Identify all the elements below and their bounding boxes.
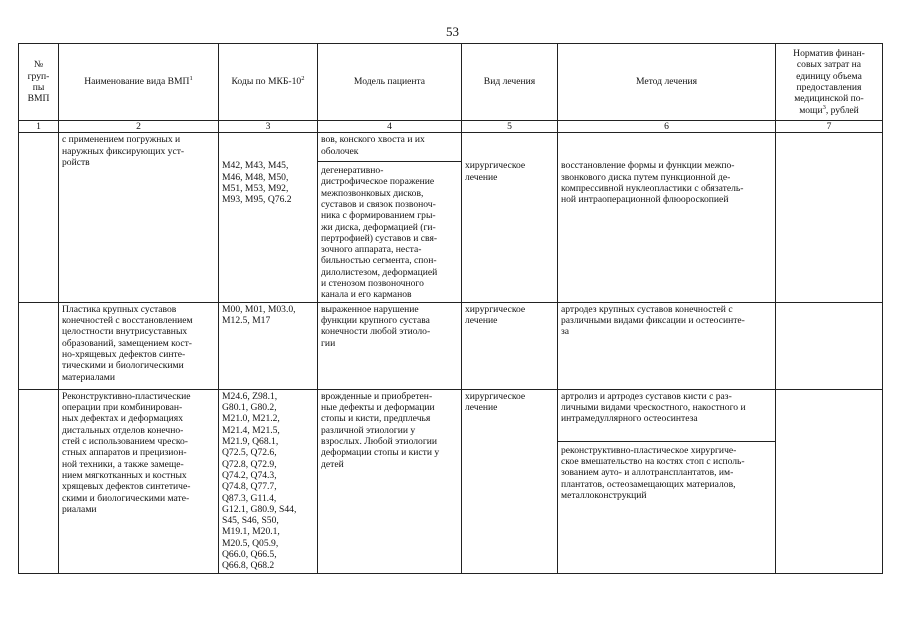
column-number: 3 [219, 121, 318, 133]
column-number-row [19, 121, 883, 133]
vmp-name-cell: Реконструктивно-пластические операции при комбинирован- ных дефектах и деформациях дистальных отделов конечно- стей с использованием чреско- стных аппаратов и прецизион- ной техники, а также замеще- нием мягкотканных и костных хрящевых дефектов синтетиче- скими и биологическими мате- риалами [59, 389, 219, 573]
treatment-type-cell: хирургическое лечение [462, 302, 558, 389]
group-no-cell [19, 389, 59, 573]
icd-codes-cell: M24.6, Z98.1, G80.1, G80.2, M21.0, M21.2, M21.4, M21.5, M21.9, Q68.1, Q72.5, Q72.6, Q72.8, Q72.9, Q74.2, Q74.3, Q74.8, Q77.7, Q87.3, G11.4, G12.1, G80.9, S44, S45, S46, S50, M19.1, M20.1, M20.5, Q05.9, Q66.0, Q66.5, Q66.8, Q68.2 [219, 389, 318, 573]
patient-model-cell: врожденные и приобретен- ные дефекты и деформации стопы и кисти, предплечья различной этиологии у взрослых. Любой этиологии деформации стопы и кисти у детей [318, 389, 462, 573]
patient-model-text: дегенеративно- дистрофическое поражение межпозвонковых дисков, суставов и связок позвоноч- ника с формированием гры- жи диска, деформацией (ги- пертрофией) суставов и свя- зочного аппарата, неста- бильностью сегмента, спон- дилолистезом, деформацией и стенозом позвоночного канала и его карманов [318, 161, 461, 301]
treatment-method-text-2: реконструктивно-пластическое хирургиче- ское вмешательство на костях стоп с исполь- зованием ауто- и аллотрансплантатов, им- плантатов, остеозамещающих материалов, металлоконструкций [558, 441, 775, 502]
icd-codes-cell: M42, M43, M45, M46, M48, M50, M51, M53, M92, M93, M95, Q76.2 [219, 133, 318, 302]
cost-norm-cell [776, 302, 883, 389]
treatment-type-cell: хирургическое лечение [462, 389, 558, 573]
header-treatment-type: Вид лечения [462, 44, 558, 121]
column-number: 4 [318, 121, 462, 133]
icd-codes-cell: M00, M01, M03.0, M12.5, M17 [219, 302, 318, 389]
vmp-name-cell: с применением погружных и наружных фиксирующих уст- ройств [59, 133, 219, 302]
vmp-name-cell: Пластика крупных суставов конечностей с восстановлением целостности внутрисуставных образований, замещением кост- но-хрящевых дефектов синте- тическими и биологическими материалами [59, 302, 219, 389]
treatment-method-text: артролиз и артродез суставов кисти с раз- личными видами чрескостного, накостного и интрамедуллярного остеосинтеза [561, 390, 746, 425]
treatment-method-cell: восстановление формы и функции межпо- звонкового диска путем пункционной де- компрессивной нуклеопластики с обязатель- ной интраоперационной флюороскопией [558, 133, 776, 302]
table-row [19, 133, 883, 302]
table-row [19, 389, 883, 573]
column-number: 7 [776, 121, 883, 133]
patient-model-cell [318, 133, 462, 302]
patient-model-cell: выраженное нарушение функции крупного сустава конечности любой этиоло- гии [318, 302, 462, 389]
header-cost-norm: Норматив финан- совых затрат на единицу объема предоставления медицинской по- мощи$^3$, рублей [776, 44, 883, 121]
treatment-method-cell [558, 389, 776, 573]
header-group-no: № груп- пы ВМП [19, 44, 59, 121]
vmp-table [18, 43, 883, 574]
column-number: 5 [462, 121, 558, 133]
cost-norm-cell [776, 389, 883, 573]
header-icd-codes: Коды по МКБ-$10^2$ [219, 44, 318, 121]
group-no-cell [19, 133, 59, 302]
header-row [19, 44, 883, 121]
cost-norm-cell [776, 133, 883, 302]
group-no-cell [19, 302, 59, 389]
column-number: 2 [59, 121, 219, 133]
table-row [19, 302, 883, 389]
treatment-method-cell: артродез крупных суставов конечностей с различными видами фиксации и остеосинте- за [558, 302, 776, 389]
treatment-type-cell: хирургическое лечение [462, 133, 558, 302]
header-vmp-name: Наименование вида ВМП$^1$ [59, 44, 219, 121]
page-number: 53 [446, 24, 459, 39]
patient-model-continuation: вов, конского хвоста и их оболочек [321, 134, 425, 157]
column-number: 6 [558, 121, 776, 133]
header-patient-model: Модель пациента [318, 44, 462, 121]
column-number: 1 [19, 121, 59, 133]
header-treatment-method: Метод лечения [558, 44, 776, 121]
